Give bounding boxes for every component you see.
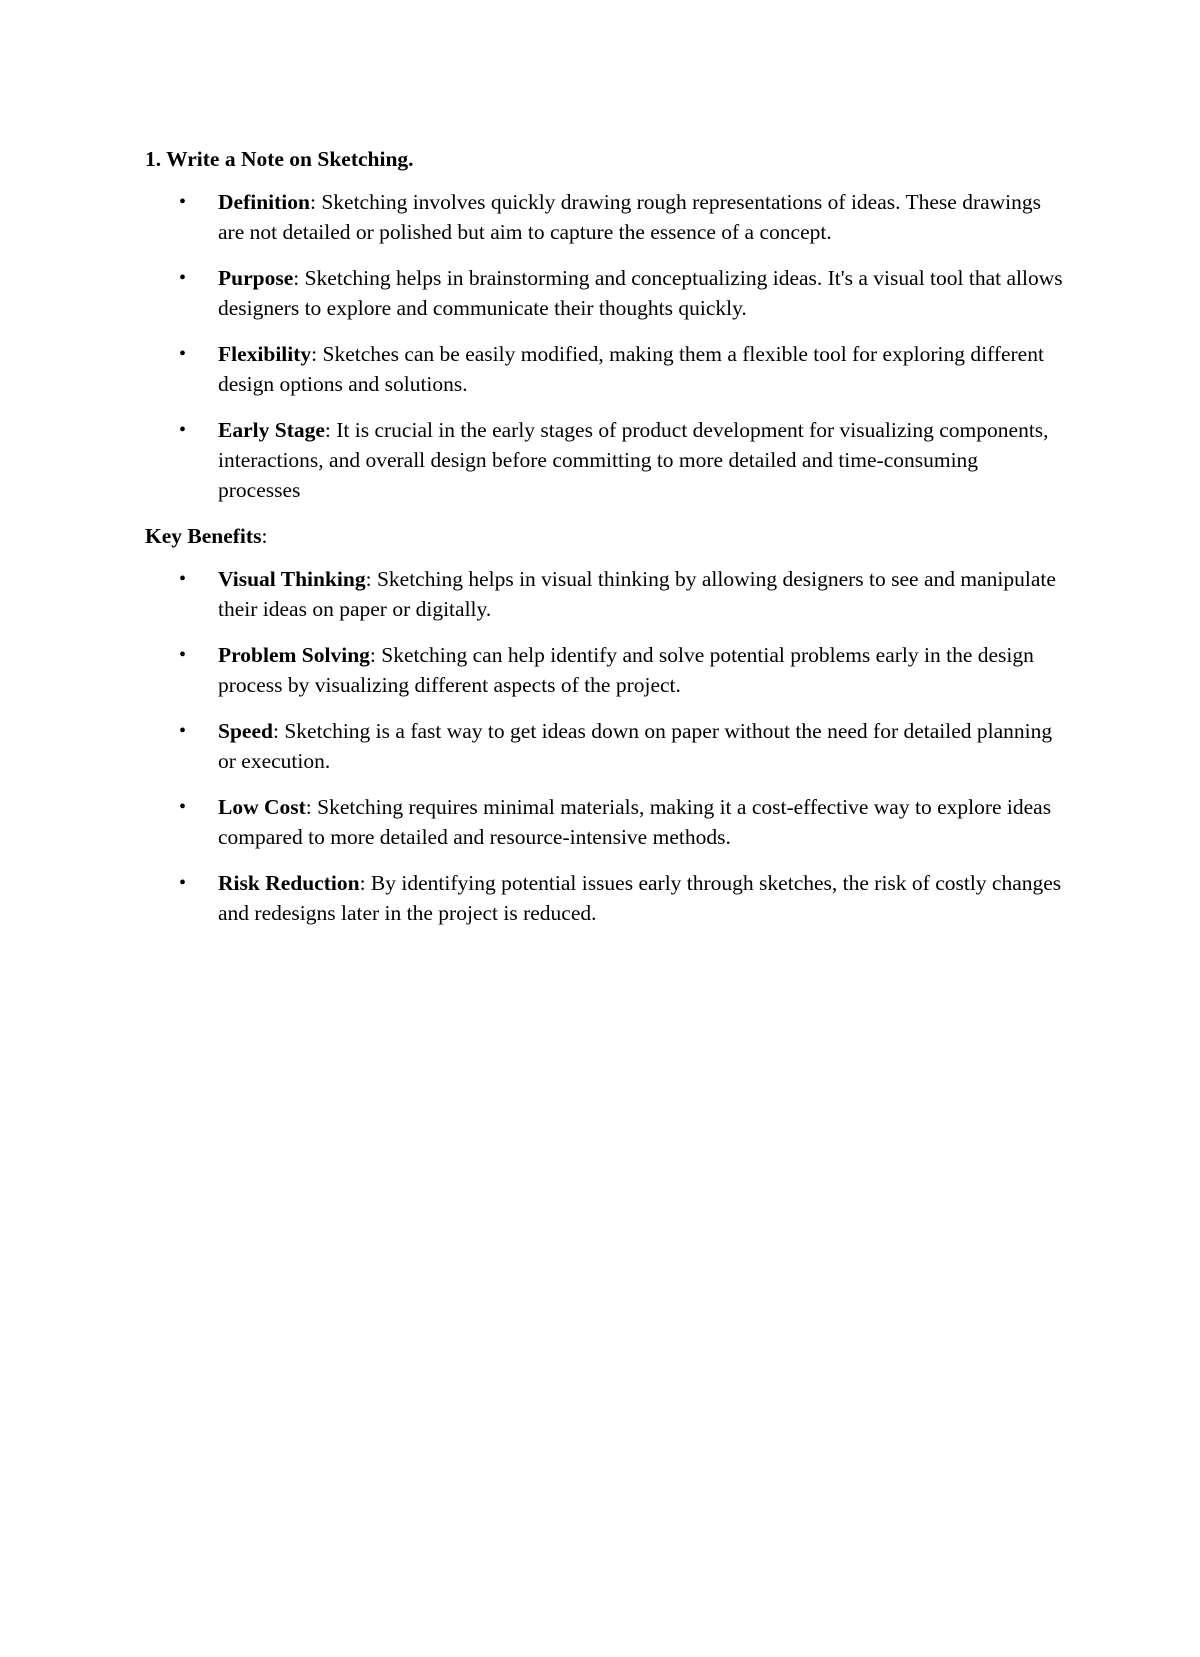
list-item-problem-solving [145, 640, 1065, 700]
item-term: Early Stage [218, 418, 325, 442]
list-item-definition [145, 187, 1065, 247]
item-text: : Sketching is a fast way to get ideas down on paper without the need for detailed planning or execution. [218, 719, 1053, 773]
key-benefits-suffix: : [261, 524, 268, 548]
item-term: Purpose [218, 266, 294, 290]
list-item-purpose [145, 263, 1065, 323]
document-content [145, 144, 1065, 944]
item-text: : It is crucial in the early stages of product development for visualizing components, interactions, and overall design before committing to more detailed and time-consuming processes [218, 418, 1049, 502]
item-text: : Sketching helps in visual thinking by allowing designers to see and manipulate their ideas on paper or digitally. [218, 567, 1056, 621]
item-term: Flexibility [218, 342, 312, 366]
bullet-icon: • [179, 343, 187, 365]
bullet-icon: • [179, 644, 187, 666]
item-term: Definition [218, 190, 310, 214]
bullet-icon: • [179, 191, 187, 213]
list-item-visual-thinking [145, 564, 1065, 624]
item-term: Low Cost [218, 795, 306, 819]
item-text: : By identifying potential issues early through sketches, the risk of costly changes and redesigns later in the project is reduced. [218, 871, 1062, 925]
bullet-icon: • [179, 720, 187, 742]
item-term: Speed [218, 719, 273, 743]
item-text: : Sketches can be easily modified, making them a flexible tool for exploring different design options and solutions. [218, 342, 1044, 396]
item-term: Risk Reduction [218, 871, 360, 895]
item-text: : Sketching involves quickly drawing rough representations of ideas. These drawings are not detailed or polished but aim to capture the essence of a concept. [218, 190, 1042, 244]
item-term: Problem Solving [218, 643, 370, 667]
bullet-icon: • [179, 419, 187, 441]
list-item-flexibility [145, 339, 1065, 399]
question-heading: 1. Write a Note on Sketching. [145, 147, 414, 171]
key-benefits-list [145, 564, 1065, 928]
item-term: Visual Thinking [218, 567, 366, 591]
list-item-low-cost [145, 792, 1065, 852]
bullet-icon: • [179, 267, 187, 289]
bullet-icon: • [179, 796, 187, 818]
key-benefits-label: Key Benefits [145, 524, 262, 548]
item-text: : Sketching requires minimal materials, making it a cost-effective way to explore ideas compared to more detailed and resource-intensive methods. [218, 795, 1052, 849]
list-item-speed [145, 716, 1065, 776]
item-text: : Sketching can help identify and solve potential problems early in the design process by visualizing different aspects of the project. [218, 643, 1034, 697]
bullet-icon: • [179, 872, 187, 894]
key-benefits-heading [145, 521, 1065, 551]
sketching-points-list [145, 187, 1065, 505]
item-text: : Sketching helps in brainstorming and conceptualizing ideas. It's a visual tool that allows designers to explore and communicate their thoughts quickly. [218, 266, 1063, 320]
list-item-early-stage [145, 415, 1065, 505]
list-item-risk-reduction [145, 868, 1065, 928]
bullet-icon: • [179, 568, 187, 590]
